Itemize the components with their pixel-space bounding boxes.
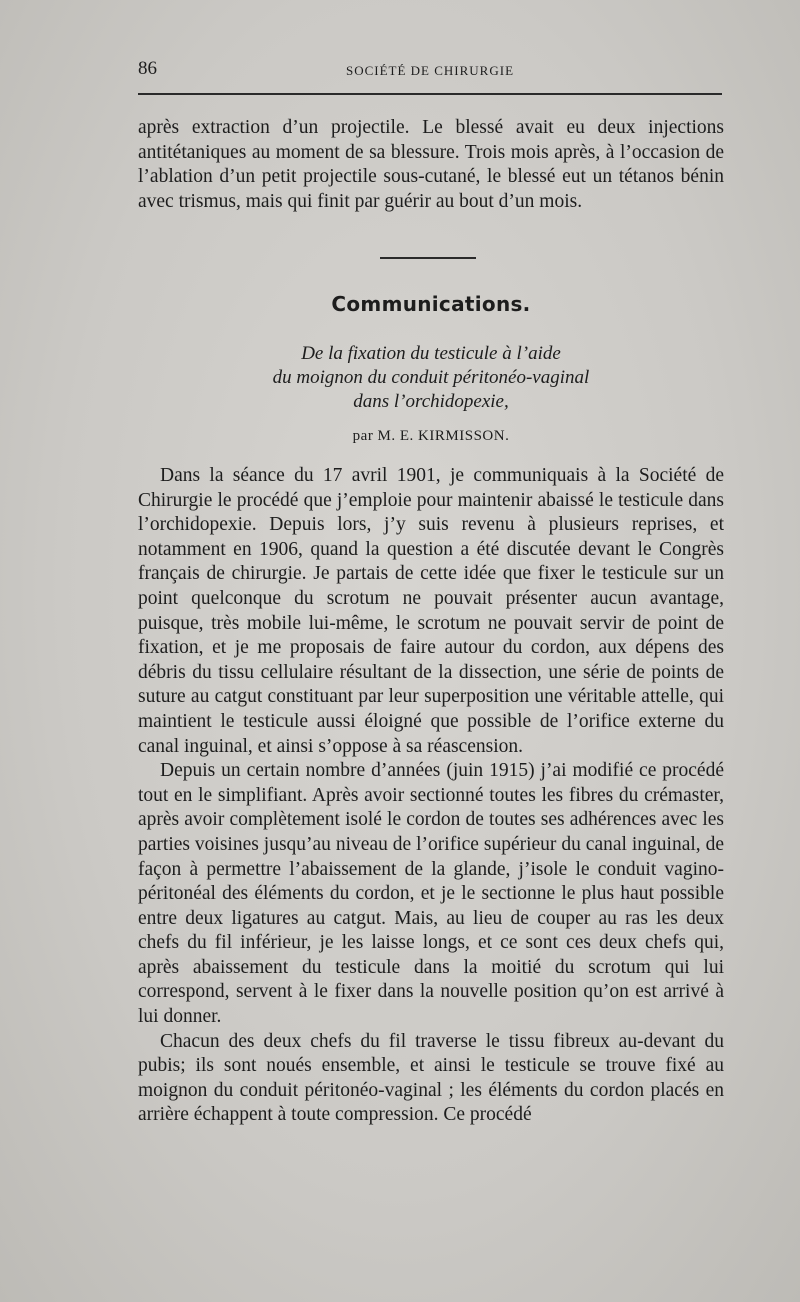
intro-text (138, 116, 724, 214)
article-body (138, 464, 724, 1128)
section-heading: Communications. (331, 292, 531, 316)
article-title (138, 342, 724, 414)
page-header (138, 58, 722, 80)
intro-paragraph: après extraction d’un projectile. Le blessé avait eu deux injections antitétaniques au moment de sa blessure. Trois mois après, à l’occasion de l’ablation d’un petit projectile sous-cutané, le blessé eut un tétanos bénin avec trismus, mais qui finit par guérir au bout d’un mois. (138, 117, 724, 212)
article-title-line: De la fixation du testicule à l’aide (301, 343, 561, 364)
article-title-line: dans l’orchidopexie, (353, 391, 509, 412)
byline: par M. E. KIRMISSON. (352, 428, 510, 444)
running-title: SOCIÉTÉ DE CHIRURGIE (345, 63, 515, 78)
body-paragraph: Depuis un certain nombre d’années (juin 1915) j’ai modifié ce procédé tout en le simplifiant. Après avoir sectionné toutes les fibres du crémaster, après avoir complètement isolé le cordon de toutes ses adhérences avec les parties voisines jusqu’au niveau de l’orifice supérieur du canal inguinal, de façon à permettre l’abaissement de la glande, j’isole le conduit vagino-péritonéal des éléments du cordon, et je le sectionne le plus haut possible entre deux ligatures au catgut. Mais, au lieu de couper au ras les deux chefs du fil inférieur, je les laisse longs, et ce sont ces deux chefs qui, après abaissement du testicule dans la moitié du scrotum qui lui correspond, servent à le fixer dans la nouvelle position qu’on est arrivé à lui donner. (138, 760, 724, 1028)
page-number: 86 (138, 58, 157, 79)
article-title-line: du moignon du conduit péritonéo-vaginal (272, 367, 590, 388)
body-paragraph: Dans la séance du 17 avril 1901, je communiquais à la Société de Chirurgie le procédé que j’emploie pour maintenir abaissé le testicule dans l’orchidopexie. Depuis lors, j’y suis revenu à plusieurs reprises, et notamment en 1906, quand la question a été discutée devant le Congrès français de chirurgie. Je partais de cette idée que fixer le testicule sur un point quelconque du scrotum ne pouvait présenter aucun avantage, puisque, très mobile lui-même, le scrotum ne pouvait servir de point de fixation, et je me proposais de faire autour du cordon, aux dépens des débris du tissu cellulaire résultant de la dissection, une série de points de suture au catgut constituant par leur superposition une véritable attelle, qui maintient le testicule aussi éloigné que possible de l’orifice externe du canal inguinal, et ainsi s’oppose à sa réascension. (138, 465, 724, 757)
header-rule (138, 93, 722, 95)
separator-rule (380, 257, 476, 259)
body-paragraph: Chacun des deux chefs du fil traverse le tissu fibreux au-devant du pubis; ils sont noués ensemble, et ainsi le testicule se trouve fixé au moignon du conduit péritonéo-vaginal ; les éléments du cordon placés en arrière échappent à toute compression. Ce procédé (138, 1030, 724, 1126)
